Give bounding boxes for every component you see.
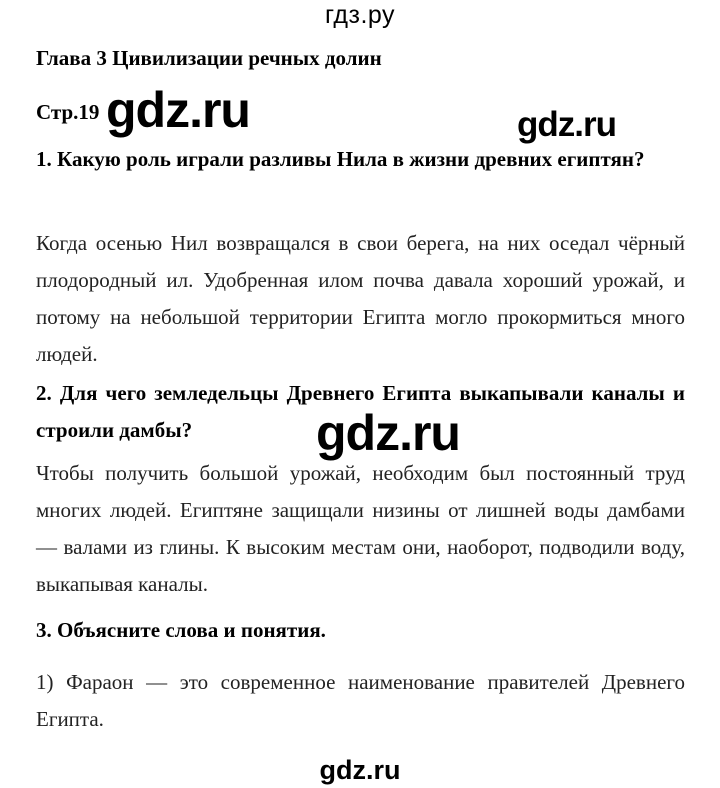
answer-2: Чтобы получить большой урожай, необходим был постоянный труд многих людей. Египтяне защищали низины от лишней воды дамбами — валами из глины. К высоким местам они, наоборот, подводили воду, выкапывая каналы.: [36, 461, 685, 596]
watermark-logo: gdz.ru: [316, 405, 460, 461]
site-header: гдз.ру: [324, 1, 396, 29]
watermark-footer: gdz.ru: [319, 755, 401, 785]
answer-1: Когда осенью Нил возвращался в свои берега, на них оседал чёрный плодородный ил. Удобренная илом почва давала хороший урожай, и потому на небольшой территории Египта могло прокормиться много людей.: [36, 231, 685, 366]
watermark-logo: gdz.ru: [106, 82, 250, 138]
question-3: 3. Объясните слова и понятия.: [36, 618, 326, 642]
watermark-logo: gdz.ru: [517, 105, 616, 144]
chapter-title: Глава 3 Цивилизации речных долин: [36, 46, 382, 70]
answer-3: 1) Фараон — это современное наименование правителей Древнего Египта.: [36, 670, 685, 731]
question-1: 1. Какую роль играли разливы Нила в жизни древних египтян?: [36, 147, 645, 171]
page-reference: Стр.19: [36, 100, 100, 124]
question-2: 2. Для чего земледельцы Древнего Египта выкапывали каналы и строили дамбы?: [36, 381, 685, 442]
